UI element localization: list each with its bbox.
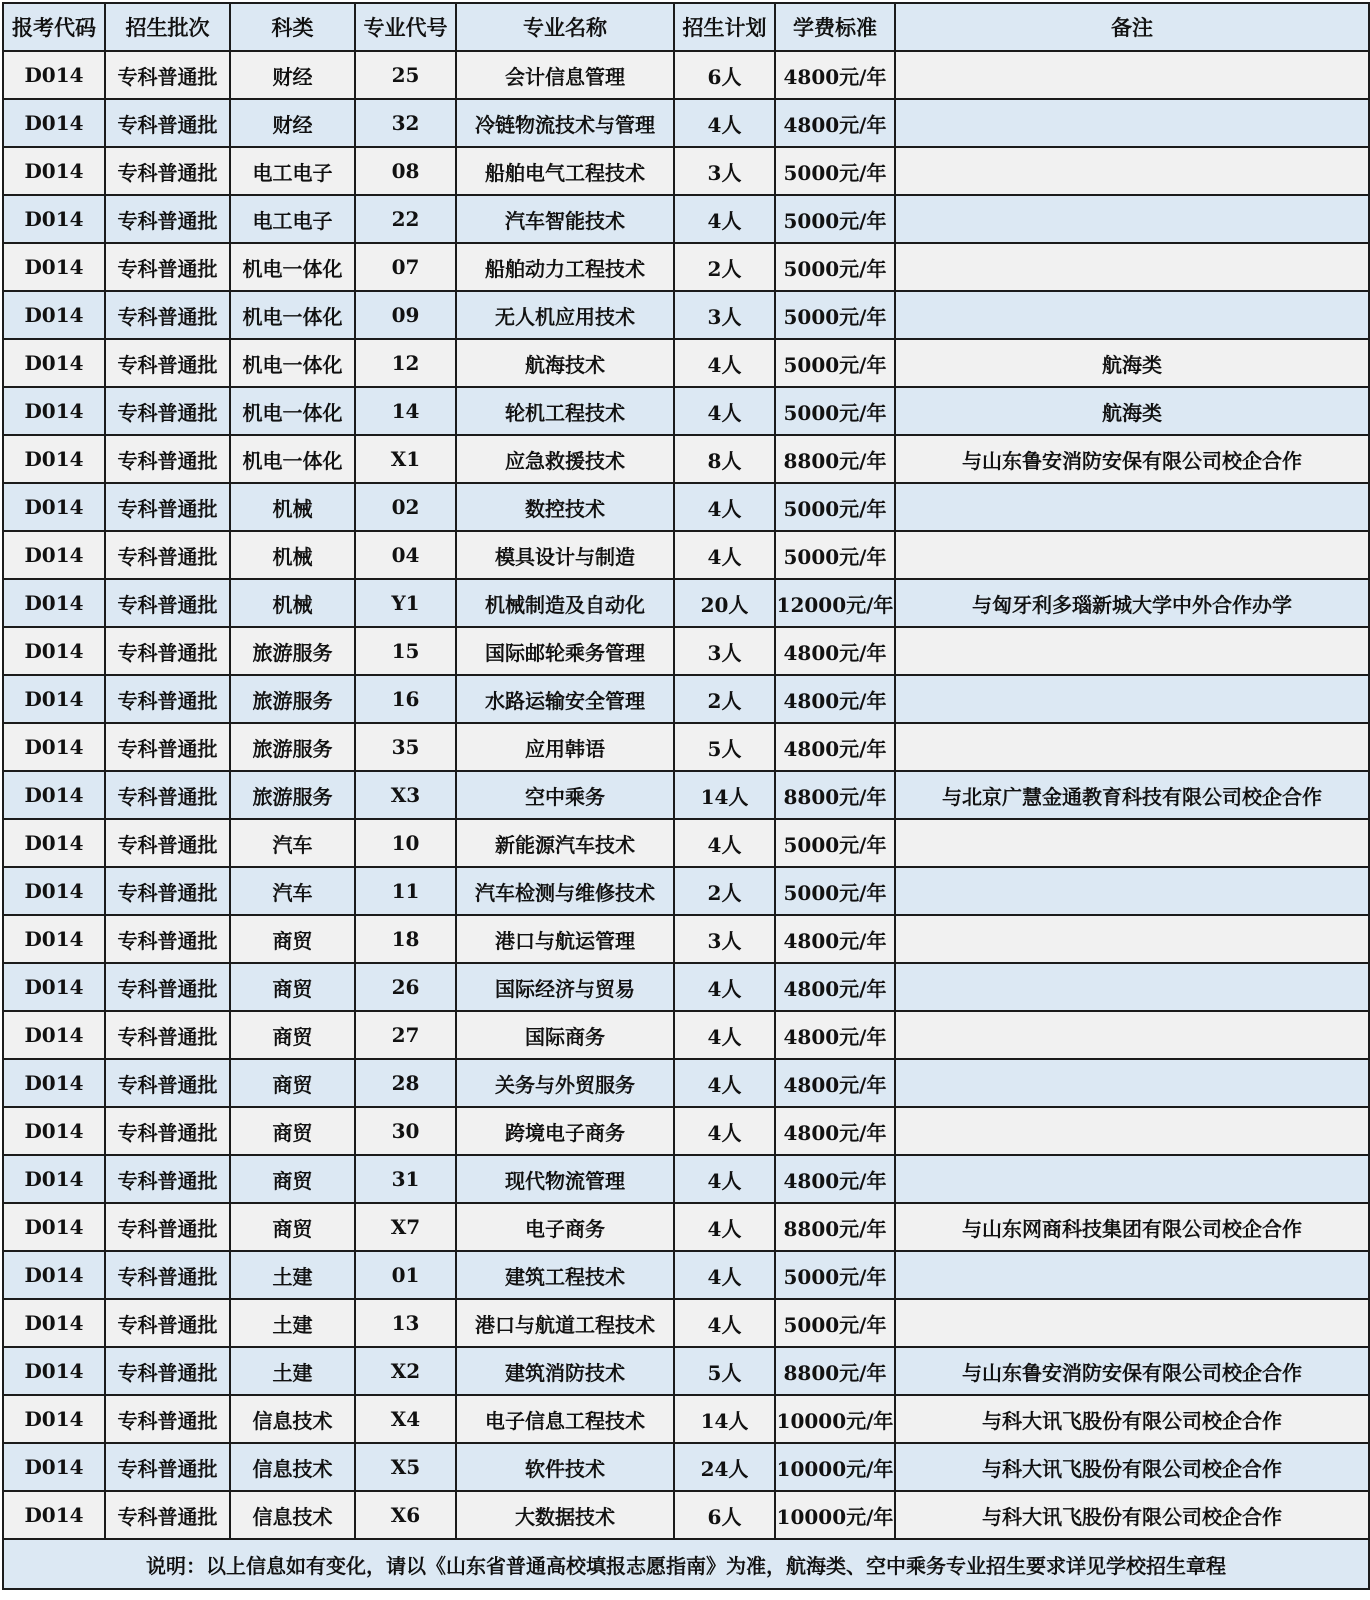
cell-remarks — [895, 1107, 1369, 1155]
cell-major-code: X2 — [355, 1347, 456, 1395]
table-row — [3, 1107, 1369, 1155]
cell-category: 旅游服务 — [230, 675, 355, 723]
cell-major-name: 国际邮轮乘务管理 — [456, 627, 674, 675]
cell-major-code: 35 — [355, 723, 456, 771]
cell-exam-code: D014 — [3, 291, 105, 339]
cell-category: 旅游服务 — [230, 723, 355, 771]
cell-enrollment-plan: 3人 — [674, 627, 775, 675]
cell-tuition: 5000元/年 — [775, 819, 895, 867]
cell-major-name: 冷链物流技术与管理 — [456, 99, 674, 147]
cell-remarks — [895, 915, 1369, 963]
cell-major-name: 软件技术 — [456, 1443, 674, 1491]
cell-major-name: 跨境电子商务 — [456, 1107, 674, 1155]
cell-major-code: 04 — [355, 531, 456, 579]
cell-batch: 专科普通批 — [105, 1347, 230, 1395]
table-row — [3, 51, 1369, 99]
cell-batch: 专科普通批 — [105, 963, 230, 1011]
cell-major-code: X6 — [355, 1491, 456, 1539]
cell-major-name: 船舶电气工程技术 — [456, 147, 674, 195]
cell-category: 机械 — [230, 483, 355, 531]
cell-major-name: 会计信息管理 — [456, 51, 674, 99]
cell-enrollment-plan: 2人 — [674, 675, 775, 723]
cell-major-code: 11 — [355, 867, 456, 915]
table-row — [3, 531, 1369, 579]
table-row — [3, 675, 1369, 723]
table-row — [3, 723, 1369, 771]
cell-exam-code: D014 — [3, 195, 105, 243]
cell-enrollment-plan: 20人 — [674, 579, 775, 627]
cell-enrollment-plan: 4人 — [674, 1155, 775, 1203]
table-row — [3, 867, 1369, 915]
cell-batch: 专科普通批 — [105, 1107, 230, 1155]
cell-major-name: 数控技术 — [456, 483, 674, 531]
cell-remarks — [895, 1059, 1369, 1107]
cell-exam-code: D014 — [3, 1107, 105, 1155]
cell-tuition: 5000元/年 — [775, 339, 895, 387]
cell-category: 财经 — [230, 51, 355, 99]
cell-category: 机电一体化 — [230, 243, 355, 291]
cell-remarks — [895, 627, 1369, 675]
cell-exam-code: D014 — [3, 723, 105, 771]
table-row — [3, 1059, 1369, 1107]
cell-category: 商贸 — [230, 915, 355, 963]
cell-major-code: X4 — [355, 1395, 456, 1443]
cell-major-name: 汽车检测与维修技术 — [456, 867, 674, 915]
cell-exam-code: D014 — [3, 1299, 105, 1347]
cell-batch: 专科普通批 — [105, 291, 230, 339]
cell-tuition: 8800元/年 — [775, 1203, 895, 1251]
table-row — [3, 435, 1369, 483]
cell-category: 机电一体化 — [230, 387, 355, 435]
cell-remarks — [895, 867, 1369, 915]
admission-plan-table — [2, 2, 1370, 1590]
cell-enrollment-plan: 5人 — [674, 723, 775, 771]
cell-exam-code: D014 — [3, 1395, 105, 1443]
cell-exam-code: D014 — [3, 531, 105, 579]
cell-category: 土建 — [230, 1299, 355, 1347]
table-row — [3, 147, 1369, 195]
cell-remarks — [895, 675, 1369, 723]
cell-major-name: 空中乘务 — [456, 771, 674, 819]
cell-exam-code: D014 — [3, 243, 105, 291]
cell-major-code: 10 — [355, 819, 456, 867]
cell-category: 土建 — [230, 1251, 355, 1299]
table-row — [3, 1491, 1369, 1539]
cell-category: 机械 — [230, 579, 355, 627]
cell-batch: 专科普通批 — [105, 339, 230, 387]
cell-category: 机电一体化 — [230, 339, 355, 387]
table-row — [3, 579, 1369, 627]
cell-remarks: 与科大讯飞股份有限公司校企合作 — [895, 1395, 1369, 1443]
cell-category: 机电一体化 — [230, 291, 355, 339]
cell-major-name: 船舶动力工程技术 — [456, 243, 674, 291]
cell-tuition: 5000元/年 — [775, 291, 895, 339]
table-row — [3, 243, 1369, 291]
cell-major-code: 12 — [355, 339, 456, 387]
cell-category: 财经 — [230, 99, 355, 147]
cell-tuition: 4800元/年 — [775, 1059, 895, 1107]
cell-tuition: 5000元/年 — [775, 867, 895, 915]
table-row — [3, 1443, 1369, 1491]
cell-major-code: 16 — [355, 675, 456, 723]
table-row — [3, 1347, 1369, 1395]
cell-exam-code: D014 — [3, 1251, 105, 1299]
cell-category: 信息技术 — [230, 1491, 355, 1539]
cell-remarks — [895, 1299, 1369, 1347]
cell-major-name: 机械制造及自动化 — [456, 579, 674, 627]
cell-category: 土建 — [230, 1347, 355, 1395]
cell-tuition: 5000元/年 — [775, 1299, 895, 1347]
cell-tuition: 10000元/年 — [775, 1491, 895, 1539]
cell-remarks — [895, 531, 1369, 579]
cell-enrollment-plan: 8人 — [674, 435, 775, 483]
cell-remarks — [895, 819, 1369, 867]
cell-batch: 专科普通批 — [105, 1443, 230, 1491]
cell-category: 信息技术 — [230, 1395, 355, 1443]
cell-exam-code: D014 — [3, 435, 105, 483]
cell-tuition: 4800元/年 — [775, 1107, 895, 1155]
cell-exam-code: D014 — [3, 579, 105, 627]
cell-remarks: 与匈牙利多瑙新城大学中外合作办学 — [895, 579, 1369, 627]
cell-remarks — [895, 723, 1369, 771]
cell-category: 商贸 — [230, 963, 355, 1011]
cell-tuition: 8800元/年 — [775, 771, 895, 819]
cell-batch: 专科普通批 — [105, 1059, 230, 1107]
cell-major-code: 02 — [355, 483, 456, 531]
cell-batch: 专科普通批 — [105, 1155, 230, 1203]
cell-batch: 专科普通批 — [105, 51, 230, 99]
cell-major-code: 01 — [355, 1251, 456, 1299]
cell-remarks — [895, 243, 1369, 291]
cell-batch: 专科普通批 — [105, 387, 230, 435]
cell-enrollment-plan: 14人 — [674, 1395, 775, 1443]
cell-tuition: 8800元/年 — [775, 1347, 895, 1395]
cell-major-code: X3 — [355, 771, 456, 819]
header-remarks: 备注 — [895, 3, 1369, 51]
cell-major-name: 现代物流管理 — [456, 1155, 674, 1203]
cell-exam-code: D014 — [3, 963, 105, 1011]
cell-major-name: 电子信息工程技术 — [456, 1395, 674, 1443]
cell-tuition: 4800元/年 — [775, 1011, 895, 1059]
cell-exam-code: D014 — [3, 147, 105, 195]
cell-enrollment-plan: 4人 — [674, 819, 775, 867]
cell-batch: 专科普通批 — [105, 1491, 230, 1539]
cell-remarks: 与北京广慧金通教育科技有限公司校企合作 — [895, 771, 1369, 819]
cell-batch: 专科普通批 — [105, 627, 230, 675]
cell-remarks — [895, 1155, 1369, 1203]
cell-exam-code: D014 — [3, 1203, 105, 1251]
cell-exam-code: D014 — [3, 1347, 105, 1395]
cell-remarks: 与山东鲁安消防安保有限公司校企合作 — [895, 435, 1369, 483]
table-row — [3, 1155, 1369, 1203]
cell-major-name: 模具设计与制造 — [456, 531, 674, 579]
cell-enrollment-plan: 4人 — [674, 1299, 775, 1347]
cell-enrollment-plan: 4人 — [674, 1011, 775, 1059]
cell-enrollment-plan: 4人 — [674, 1251, 775, 1299]
cell-remarks — [895, 483, 1369, 531]
cell-enrollment-plan: 4人 — [674, 387, 775, 435]
cell-major-code: X5 — [355, 1443, 456, 1491]
cell-major-name: 航海技术 — [456, 339, 674, 387]
cell-remarks: 与山东网商科技集团有限公司校企合作 — [895, 1203, 1369, 1251]
cell-major-name: 应急救援技术 — [456, 435, 674, 483]
cell-remarks — [895, 51, 1369, 99]
cell-category: 机械 — [230, 531, 355, 579]
cell-exam-code: D014 — [3, 819, 105, 867]
cell-enrollment-plan: 4人 — [674, 339, 775, 387]
cell-enrollment-plan: 4人 — [674, 1059, 775, 1107]
cell-exam-code: D014 — [3, 675, 105, 723]
cell-category: 商贸 — [230, 1203, 355, 1251]
cell-enrollment-plan: 3人 — [674, 915, 775, 963]
cell-remarks: 与科大讯飞股份有限公司校企合作 — [895, 1491, 1369, 1539]
cell-major-code: 27 — [355, 1011, 456, 1059]
cell-major-name: 建筑工程技术 — [456, 1251, 674, 1299]
cell-remarks — [895, 1251, 1369, 1299]
table-header-row — [3, 3, 1369, 51]
cell-enrollment-plan: 2人 — [674, 867, 775, 915]
cell-enrollment-plan: 4人 — [674, 483, 775, 531]
cell-major-code: 32 — [355, 99, 456, 147]
cell-category: 商贸 — [230, 1107, 355, 1155]
cell-exam-code: D014 — [3, 771, 105, 819]
cell-batch: 专科普通批 — [105, 771, 230, 819]
cell-major-code: 07 — [355, 243, 456, 291]
cell-exam-code: D014 — [3, 483, 105, 531]
cell-batch: 专科普通批 — [105, 1203, 230, 1251]
cell-major-code: X1 — [355, 435, 456, 483]
cell-category: 旅游服务 — [230, 771, 355, 819]
cell-exam-code: D014 — [3, 1491, 105, 1539]
cell-tuition: 4800元/年 — [775, 627, 895, 675]
cell-exam-code: D014 — [3, 1059, 105, 1107]
cell-major-code: 26 — [355, 963, 456, 1011]
cell-enrollment-plan: 6人 — [674, 51, 775, 99]
cell-category: 商贸 — [230, 1059, 355, 1107]
cell-tuition: 4800元/年 — [775, 51, 895, 99]
cell-exam-code: D014 — [3, 1443, 105, 1491]
cell-major-name: 轮机工程技术 — [456, 387, 674, 435]
header-tuition: 学费标准 — [775, 3, 895, 51]
table-row — [3, 1011, 1369, 1059]
table-row — [3, 195, 1369, 243]
header-enrollment-plan: 招生计划 — [674, 3, 775, 51]
cell-remarks — [895, 147, 1369, 195]
cell-batch: 专科普通批 — [105, 1395, 230, 1443]
cell-category: 信息技术 — [230, 1443, 355, 1491]
cell-major-code: Y1 — [355, 579, 456, 627]
header-major-code: 专业代号 — [355, 3, 456, 51]
cell-category: 电工电子 — [230, 147, 355, 195]
header-batch: 招生批次 — [105, 3, 230, 51]
cell-exam-code: D014 — [3, 51, 105, 99]
table-body — [3, 51, 1369, 1539]
cell-major-name: 应用韩语 — [456, 723, 674, 771]
cell-enrollment-plan: 6人 — [674, 1491, 775, 1539]
cell-enrollment-plan: 4人 — [674, 99, 775, 147]
cell-major-name: 港口与航运管理 — [456, 915, 674, 963]
cell-category: 汽车 — [230, 867, 355, 915]
cell-exam-code: D014 — [3, 915, 105, 963]
cell-major-code: 08 — [355, 147, 456, 195]
table-row — [3, 819, 1369, 867]
table-row — [3, 483, 1369, 531]
cell-category: 商贸 — [230, 1155, 355, 1203]
cell-batch: 专科普通批 — [105, 915, 230, 963]
cell-tuition: 4800元/年 — [775, 915, 895, 963]
cell-batch: 专科普通批 — [105, 483, 230, 531]
cell-tuition: 10000元/年 — [775, 1443, 895, 1491]
table-row — [3, 915, 1369, 963]
cell-major-name: 新能源汽车技术 — [456, 819, 674, 867]
table-row — [3, 771, 1369, 819]
cell-remarks: 与科大讯飞股份有限公司校企合作 — [895, 1443, 1369, 1491]
cell-remarks — [895, 195, 1369, 243]
cell-major-code: 22 — [355, 195, 456, 243]
cell-exam-code: D014 — [3, 339, 105, 387]
cell-batch: 专科普通批 — [105, 1011, 230, 1059]
table-row — [3, 627, 1369, 675]
cell-major-name: 国际经济与贸易 — [456, 963, 674, 1011]
cell-tuition: 5000元/年 — [775, 531, 895, 579]
cell-enrollment-plan: 3人 — [674, 147, 775, 195]
header-exam-code: 报考代码 — [3, 3, 105, 51]
cell-enrollment-plan: 4人 — [674, 963, 775, 1011]
footer-row — [3, 1539, 1369, 1589]
cell-major-name: 港口与航道工程技术 — [456, 1299, 674, 1347]
table-row — [3, 291, 1369, 339]
cell-tuition: 10000元/年 — [775, 1395, 895, 1443]
cell-enrollment-plan: 4人 — [674, 1203, 775, 1251]
cell-tuition: 5000元/年 — [775, 243, 895, 291]
cell-tuition: 5000元/年 — [775, 195, 895, 243]
cell-major-code: 25 — [355, 51, 456, 99]
cell-category: 电工电子 — [230, 195, 355, 243]
table-row — [3, 387, 1369, 435]
footer-note: 说明：以上信息如有变化，请以《山东省普通高校填报志愿指南》为准，航海类、空中乘务专业招生要求详见学校招生章程 — [3, 1539, 1369, 1589]
cell-major-name: 建筑消防技术 — [456, 1347, 674, 1395]
cell-batch: 专科普通批 — [105, 1251, 230, 1299]
cell-major-code: 09 — [355, 291, 456, 339]
cell-batch: 专科普通批 — [105, 435, 230, 483]
table-row — [3, 99, 1369, 147]
cell-tuition: 4800元/年 — [775, 99, 895, 147]
table-row — [3, 339, 1369, 387]
cell-batch: 专科普通批 — [105, 867, 230, 915]
cell-remarks: 与山东鲁安消防安保有限公司校企合作 — [895, 1347, 1369, 1395]
cell-exam-code: D014 — [3, 99, 105, 147]
cell-major-code: 28 — [355, 1059, 456, 1107]
cell-remarks — [895, 963, 1369, 1011]
cell-batch: 专科普通批 — [105, 1299, 230, 1347]
cell-remarks: 航海类 — [895, 387, 1369, 435]
cell-tuition: 5000元/年 — [775, 147, 895, 195]
cell-major-code: 18 — [355, 915, 456, 963]
cell-major-name: 水路运输安全管理 — [456, 675, 674, 723]
cell-tuition: 4800元/年 — [775, 675, 895, 723]
cell-major-name: 关务与外贸服务 — [456, 1059, 674, 1107]
table-row — [3, 1395, 1369, 1443]
cell-major-name: 无人机应用技术 — [456, 291, 674, 339]
cell-category: 旅游服务 — [230, 627, 355, 675]
cell-major-code: 14 — [355, 387, 456, 435]
cell-batch: 专科普通批 — [105, 531, 230, 579]
cell-major-code: 13 — [355, 1299, 456, 1347]
cell-tuition: 5000元/年 — [775, 1251, 895, 1299]
cell-major-code: X7 — [355, 1203, 456, 1251]
cell-batch: 专科普通批 — [105, 675, 230, 723]
cell-major-name: 国际商务 — [456, 1011, 674, 1059]
cell-batch: 专科普通批 — [105, 195, 230, 243]
cell-remarks — [895, 99, 1369, 147]
table-row — [3, 1251, 1369, 1299]
cell-tuition: 4800元/年 — [775, 1155, 895, 1203]
cell-batch: 专科普通批 — [105, 819, 230, 867]
cell-batch: 专科普通批 — [105, 243, 230, 291]
cell-major-name: 汽车智能技术 — [456, 195, 674, 243]
header-major-name: 专业名称 — [456, 3, 674, 51]
table-row — [3, 1299, 1369, 1347]
cell-remarks — [895, 1011, 1369, 1059]
cell-remarks — [895, 291, 1369, 339]
cell-batch: 专科普通批 — [105, 147, 230, 195]
cell-tuition: 5000元/年 — [775, 483, 895, 531]
cell-category: 商贸 — [230, 1011, 355, 1059]
cell-major-name: 电子商务 — [456, 1203, 674, 1251]
cell-enrollment-plan: 5人 — [674, 1347, 775, 1395]
cell-major-code: 31 — [355, 1155, 456, 1203]
cell-tuition: 12000元/年 — [775, 579, 895, 627]
cell-tuition: 4800元/年 — [775, 723, 895, 771]
cell-enrollment-plan: 4人 — [674, 195, 775, 243]
cell-major-code: 15 — [355, 627, 456, 675]
cell-exam-code: D014 — [3, 387, 105, 435]
cell-batch: 专科普通批 — [105, 723, 230, 771]
table-row — [3, 963, 1369, 1011]
header-category: 科类 — [230, 3, 355, 51]
cell-tuition: 5000元/年 — [775, 387, 895, 435]
cell-remarks: 航海类 — [895, 339, 1369, 387]
cell-enrollment-plan: 4人 — [674, 531, 775, 579]
cell-batch: 专科普通批 — [105, 579, 230, 627]
cell-major-name: 大数据技术 — [456, 1491, 674, 1539]
cell-major-code: 30 — [355, 1107, 456, 1155]
cell-tuition: 4800元/年 — [775, 963, 895, 1011]
cell-category: 机电一体化 — [230, 435, 355, 483]
cell-enrollment-plan: 2人 — [674, 243, 775, 291]
cell-exam-code: D014 — [3, 1011, 105, 1059]
cell-enrollment-plan: 24人 — [674, 1443, 775, 1491]
admission-plan-table-container — [2, 2, 1368, 1590]
cell-enrollment-plan: 4人 — [674, 1107, 775, 1155]
cell-category: 汽车 — [230, 819, 355, 867]
cell-batch: 专科普通批 — [105, 99, 230, 147]
cell-exam-code: D014 — [3, 1155, 105, 1203]
cell-exam-code: D014 — [3, 867, 105, 915]
cell-enrollment-plan: 3人 — [674, 291, 775, 339]
table-row — [3, 1203, 1369, 1251]
cell-exam-code: D014 — [3, 627, 105, 675]
cell-enrollment-plan: 14人 — [674, 771, 775, 819]
cell-tuition: 8800元/年 — [775, 435, 895, 483]
